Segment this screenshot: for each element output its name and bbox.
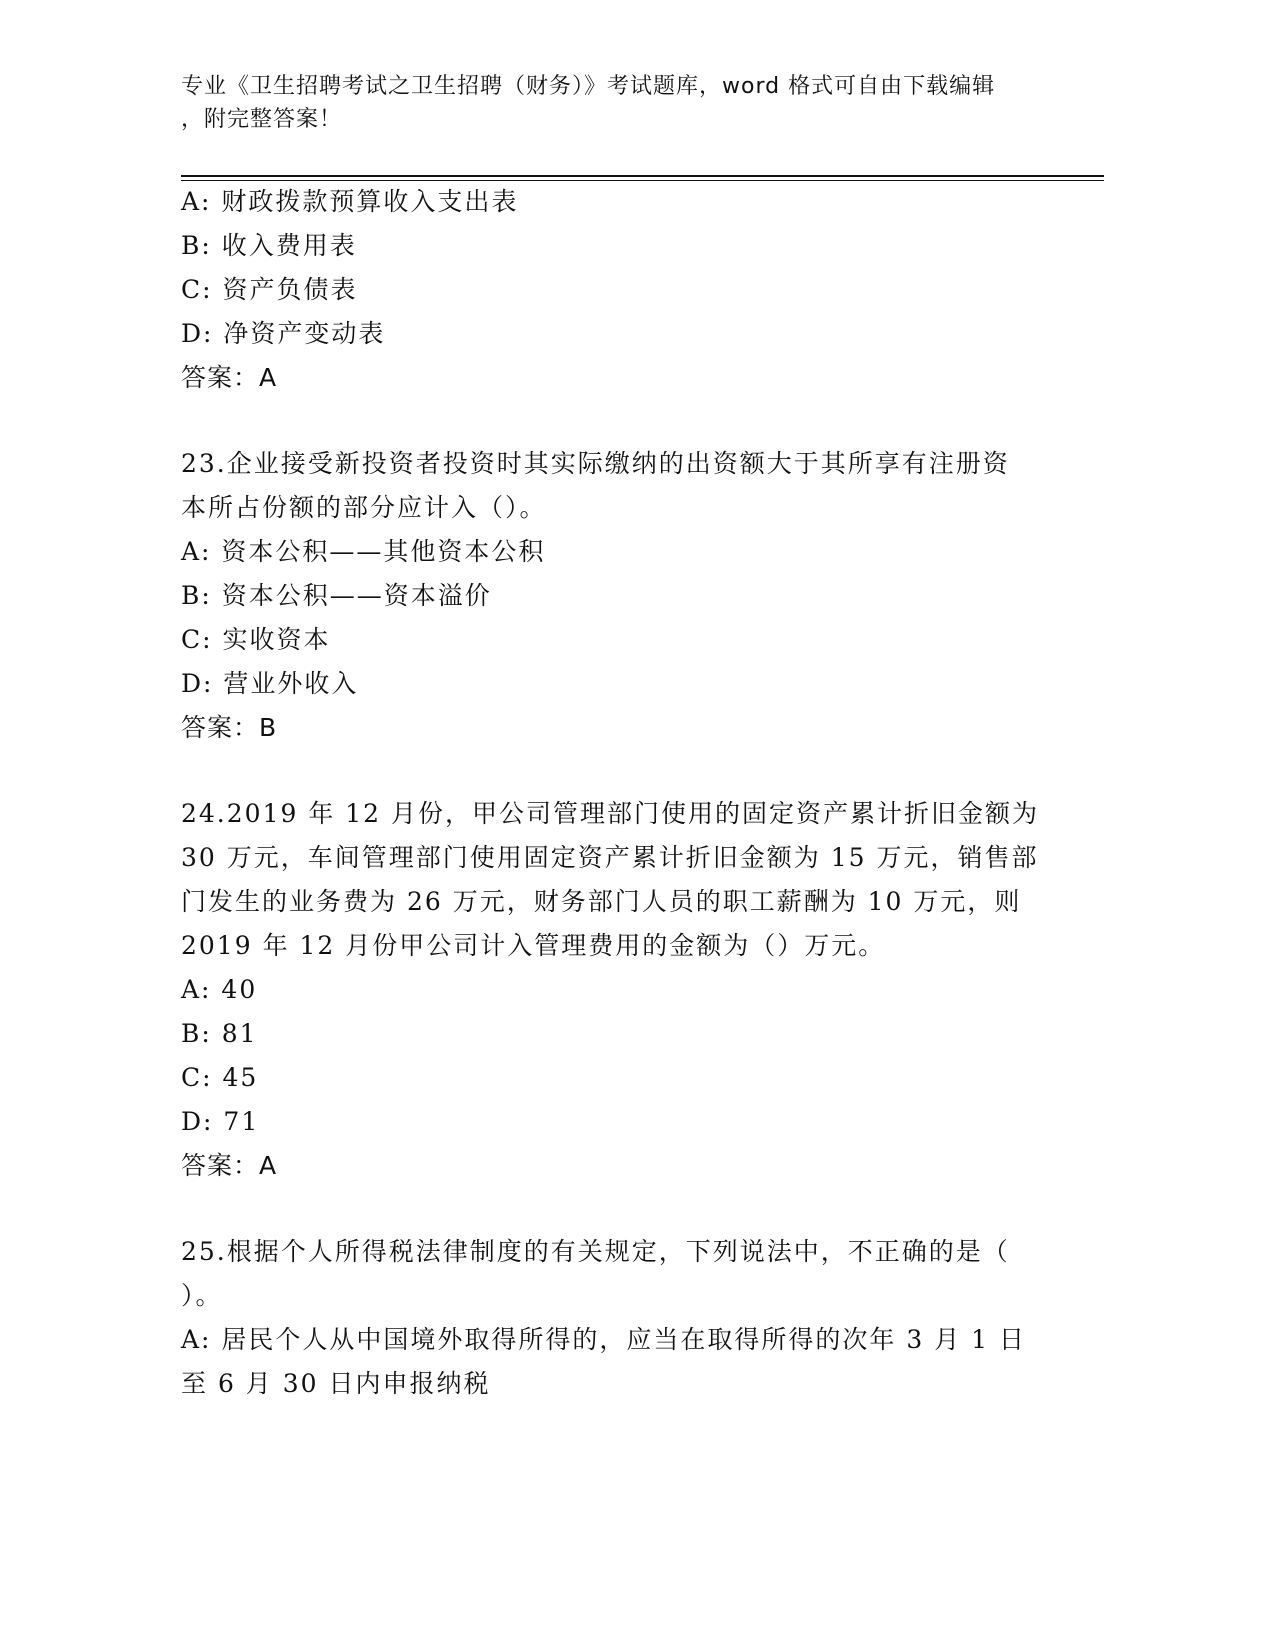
document-header-note [181, 70, 1041, 136]
question-25-block [181, 1230, 1041, 1406]
option-a: A: 资本公积——其他资本公积 [181, 537, 546, 566]
spacer [181, 750, 1041, 792]
answer-label: 答案：A [181, 363, 278, 392]
question-24-stem-line-4: 2019 年 12 月份甲公司计入管理费用的金额为（）万元。 [181, 931, 886, 960]
header-note-line-1: 专业《卫生招聘考试之卫生招聘（财务）》考试题库，word 格式可自由下载编辑 [181, 74, 996, 99]
option-c: C: 45 [181, 1063, 259, 1092]
question-24-stem-line-3: 门发生的业务费为 26 万元，财务部门人员的职工薪酬为 10 万元，则 [181, 887, 1022, 916]
spacer [181, 400, 1041, 442]
question-25-stem-line-1: 25.根据个人所得税法律制度的有关规定，下列说法中，不正确的是（ [181, 1237, 1010, 1266]
question-24-stem-line-1: 24.2019 年 12 月份，甲公司管理部门使用的固定资产累计折旧金额为 [181, 799, 1040, 828]
question-23-block [181, 442, 1041, 750]
option-c: C: 实收资本 [181, 625, 331, 654]
option-b: B: 81 [181, 1019, 258, 1048]
option-b: B: 资本公积——资本溢价 [181, 581, 492, 610]
question-content [181, 180, 1041, 1406]
option-a-line-2: 至 6 月 30 日内申报纳税 [181, 1369, 491, 1398]
answer-label: 答案：B [181, 713, 278, 742]
option-b: B: 收入费用表 [181, 231, 357, 260]
option-a-line-1: A: 居民个人从中国境外取得所得的，应当在取得所得的次年 3 月 1 日 [181, 1325, 1027, 1354]
question-24-stem-line-2: 30 万元，车间管理部门使用固定资产累计折旧金额为 15 万元，销售部 [181, 843, 1039, 872]
header-divider-thick [181, 175, 1104, 177]
question-24-block [181, 792, 1041, 1188]
option-d: D: 营业外收入 [181, 669, 359, 698]
answer-label: 答案：A [181, 1151, 278, 1180]
header-note-line-2: ，附完整答案！ [181, 107, 343, 132]
option-a: A: 40 [181, 975, 258, 1004]
option-d: D: 净资产变动表 [181, 319, 386, 348]
question-23-stem-line-2: 本所占份额的部分应计入（）。 [181, 493, 547, 522]
question-23-stem-line-1: 23.企业接受新投资者投资时其实际缴纳的出资额大于其所享有注册资 [181, 449, 1010, 478]
option-a: A: 财政拨款预算收入支出表 [181, 187, 519, 216]
spacer [181, 1188, 1041, 1230]
prev-question-block [181, 180, 1041, 400]
option-d: D: 71 [181, 1107, 260, 1136]
question-25-stem-line-2: ）。 [181, 1281, 223, 1310]
option-c: C: 资产负债表 [181, 275, 358, 304]
